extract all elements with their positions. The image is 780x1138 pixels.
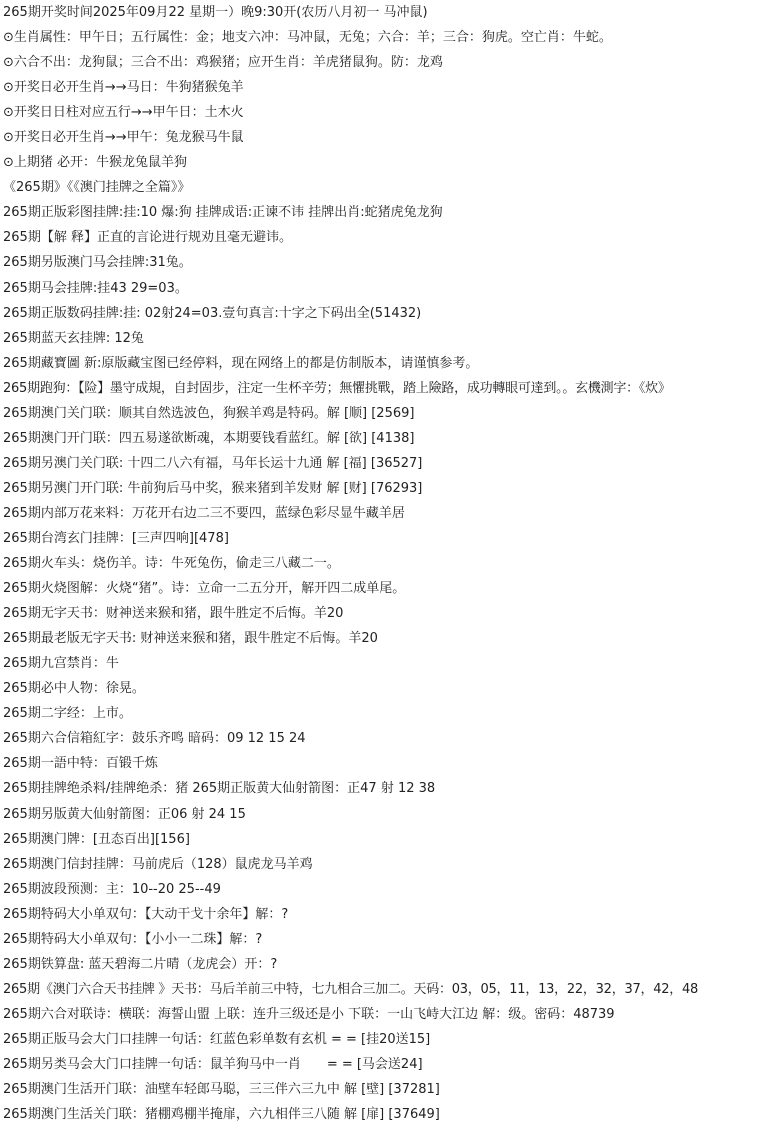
text-line-draw-time: 265期开奖时间2025年09月22 星期一）晚9:30开(农历八月初一 马冲鼠) — [3, 5, 428, 20]
text-line-alt-archery: 265期另版黄大仙射箭图：正06 射 24 15 — [3, 806, 246, 822]
text-line-must-open-horse-day: ⊙开奖日必开生肖→→马日：牛狗猪猴兔羊 — [3, 80, 244, 96]
text-line-day-pillar-elements: ⊙开奖日日柱对应五行→→甲午日：土木火 — [3, 105, 244, 121]
text-line-close-door-couplet: 265期澳门关门联：顺其自然选波色，狗猴羊鸡是特码。解 [顺] [2569] — [3, 405, 415, 421]
text-line-alt-macau-sign: 265期另版澳门马会挂牌:31兔。 — [3, 255, 192, 271]
text-line-size-parity-1: 265期特码大小单双句：【大动干戈十余年】解：? — [3, 906, 289, 922]
section-heading: 《265期》《《澳门挂牌之全篇》》 — [3, 180, 191, 196]
text-line-macau-card: 265期澳门牌：[丑态百出][156] — [3, 831, 190, 847]
text-line-taiwan-sign: 265期台湾玄门挂牌：[三声四响][478] — [3, 530, 229, 546]
text-line-alt-gate-phrase: 265期另类马会大门口挂牌一句话：鼠羊狗马中一肖 = = [马会送24] — [3, 1056, 423, 1072]
text-line-open-door-couplet: 265期澳门开门联：四五易遂欲断魂，本期要钱看蓝红。解 [欲] [4138] — [3, 430, 415, 446]
text-line-train-head: 265期火车头：烧伤羊。诗：牛死兔伤，偷走三八藏二一。 — [3, 556, 340, 572]
text-line-must-open-jiawu: ⊙开奖日必开生肖→→甲午：兔龙猴马牛鼠 — [3, 130, 244, 146]
text-line-life-close-couplet: 265期澳门生活关门联：猪棚鸡棚半掩扉，六九相伴三八随 解 [扉] [37649] — [3, 1107, 440, 1123]
text-line-six-harmony: ⊙六合不出：龙狗鼠；三合不出：鸡猴猪；应开生肖：羊虎猪鼠狗。防：龙鸡 — [3, 55, 443, 71]
text-line-alt-close-door-couplet: 265期另澳门关门联: 十四二八六有福，马年长运十九通 解 [福] [36527] — [3, 455, 423, 471]
text-line-explanation: 265期【解 释】正直的言论进行规劝且毫无避讳。 — [3, 230, 292, 246]
text-line-couplet-poem: 265期六合对联诗：横联：海誓山盟 上联：连升三级还是小 下联：一山飞峙大江边 解：级。密码：48739 — [3, 1006, 615, 1022]
text-line-horse-club-sign: 265期马会挂牌:挂43 29=03。 — [3, 280, 188, 296]
text-line-zodiac-attributes: ⊙生肖属性：甲午日；五行属性：金；地支六冲：马冲鼠，无兔；六合：羊；三合：狗虎。空亡肖：牛蛇。 — [3, 30, 612, 46]
text-line-nine-palace: 265期九宫禁肖：牛 — [3, 656, 119, 672]
text-line-mailbox-red: 265期六合信箱紅字：鼓乐齐鸣 暗码：09 12 15 24 — [3, 731, 306, 747]
text-line-digital-sign: 265期正版数码挂牌:挂: 02射24=03.壹句真言:十字之下码出全(51432) — [3, 305, 422, 321]
text-line-gate-phrase: 265期正版马会大门口挂牌一句话：红蓝色彩单数有玄机 = = [挂20送15] — [3, 1031, 431, 1047]
text-line-blue-sky-sign: 265期蓝天玄挂牌: 12兔 — [3, 330, 144, 346]
text-line-oldest-wordless-book: 265期最老版无字天书: 财神送来猴和猪，跟牛胜定不后悔。羊20 — [3, 631, 378, 647]
text-line-fire-burn: 265期火烧图解：火烧“猪”。诗：立命一二五分开，解开四二成单尾。 — [3, 581, 406, 597]
text-line-last-period: ⊙上期猪 必开：牛猴龙兔鼠羊狗 — [3, 155, 188, 171]
text-line-must-hit-person: 265期必中人物：徐晃。 — [3, 681, 145, 697]
text-line-abacus: 265期铁算盘: 蓝天碧海二片晴（龙虎会）开：? — [3, 956, 278, 972]
text-line-life-open-couplet: 265期澳门生活开门联：油壁车轻郎马聪，三三伴六三九中 解 [壁] [37281] — [3, 1082, 440, 1098]
text-line-wordless-book: 265期无字天书：财神送来猴和猪，跟牛胜定不后悔。羊20 — [3, 606, 344, 622]
text-line-band-prediction: 265期波段预测：主：10--20 25--49 — [3, 881, 221, 897]
text-line-running-dog: 265期跑狗：【险】墨守成規，自封固步，注定一生杯辛劳；無懼挑戰，踏上險路，成功轉眼可達到。。玄機測字：《炊》 — [3, 380, 671, 396]
text-line-alt-open-door-couplet: 265期另澳门开门联: 牛前狗后马中奖，猴来猪到羊发财 解 [财] [76293] — [3, 480, 423, 496]
text-line-treasure-map: 265期藏寶圖 新:原版藏宝图已经停料，现在网络上的都是仿制版本，请谨慎参考。 — [3, 355, 479, 371]
text-line-kill-sign: 265期挂牌绝杀料/挂牌绝杀：猪 265期正版黄大仙射箭图：正47 射 12 38 — [3, 781, 436, 797]
text-line-one-phrase: 265期一語中特：百锻千炼 — [3, 756, 158, 772]
text-line-size-parity-2: 265期特码大小单双句：【小小一二珠】解：? — [3, 931, 263, 947]
text-line-envelope-sign: 265期澳门信封挂牌：马前虎后（128）鼠虎龙马羊鸡 — [3, 856, 313, 872]
text-line-color-chart-sign: 265期正版彩图挂牌:挂:10 爆:狗 挂牌成语:正谏不讳 挂牌出肖:蛇猪虎兔龙狗 — [3, 205, 443, 221]
text-line-heaven-book: 265期《澳门六合天书挂牌 》天书：马后羊前三中特，七九相合三加二。天码：03，05，11，13，22，32，37，42，48 — [3, 981, 699, 997]
text-line-two-word-classic: 265期二字经：上市。 — [3, 706, 132, 722]
text-line-inside-flowers: 265期内部万花来料：万花开右边二三不要四，蓝绿色彩尽显牛藏羊居 — [3, 505, 405, 521]
